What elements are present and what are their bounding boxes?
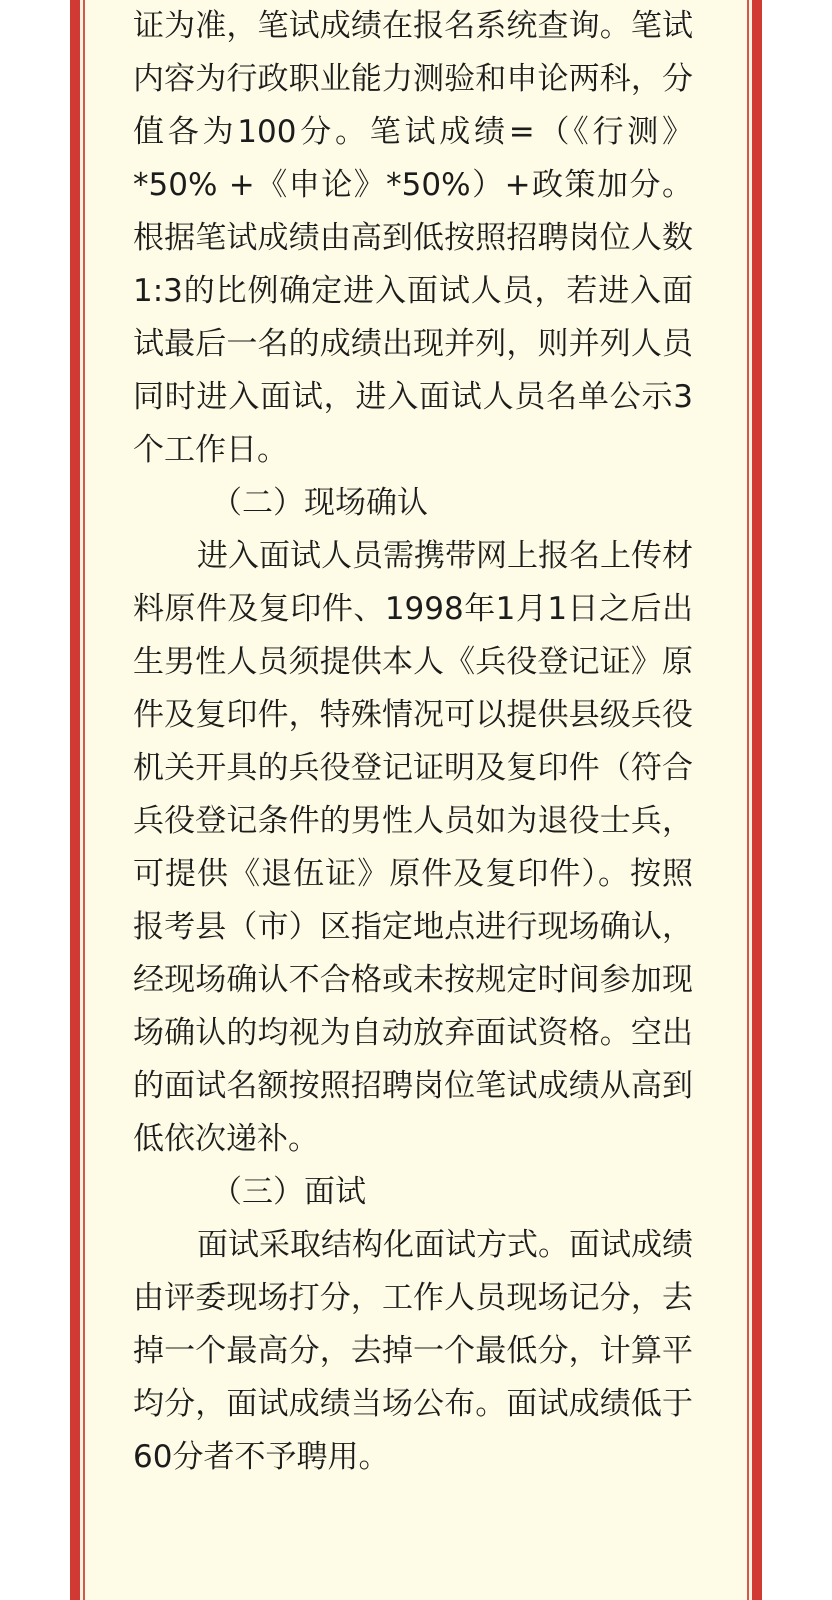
article-body — [133, 0, 693, 1484]
paragraph-interview: 面试采取结构化面试方式。面试成绩由评委现场打分，工作人员现场记分，去掉一个最高分，去掉一个最低分，计算平均分，面试成绩当场公布。面试成绩低于60分者不予聘用。 — [133, 1227, 693, 1475]
section-heading-on-site-confirmation: （二）现场确认 — [211, 485, 428, 521]
paragraph-written-exam: 证为准，笔试成绩在报名系统查询。笔试内容为行政职业能力测验和申论两科，分值各为100分。笔试成绩=（《行测》*50% +《申论》*50%）+政策加分。根据笔试成绩由高到低按照招聘岗位人数1:3的比例确定进入面试人员，若进入面试最后一名的成绩出现并列，则并列人员同时进入面试，进入面试人员名单公示3个工作日。 — [133, 8, 693, 468]
section-heading-interview: （三）面试 — [211, 1174, 366, 1210]
paragraph-on-site-confirmation: 进入面试人员需携带网上报名上传材料原件及复印件、1998年1月1日之后出生男性人员须提供本人《兵役登记证》原件及复印件，特殊情况可以提供县级兵役机关开具的兵役登记证明及复印件（符合兵役登记条件的男性人员如为退役士兵，可提供《退伍证》原件及复印件）。按照报考县（市）区指定地点进行现场确认，经现场确认不合格或未按规定时间参加现场确认的均视为自动放弃面试资格。空出的面试名额按照招聘岗位笔试成绩从高到低依次递补。 — [133, 538, 693, 1157]
